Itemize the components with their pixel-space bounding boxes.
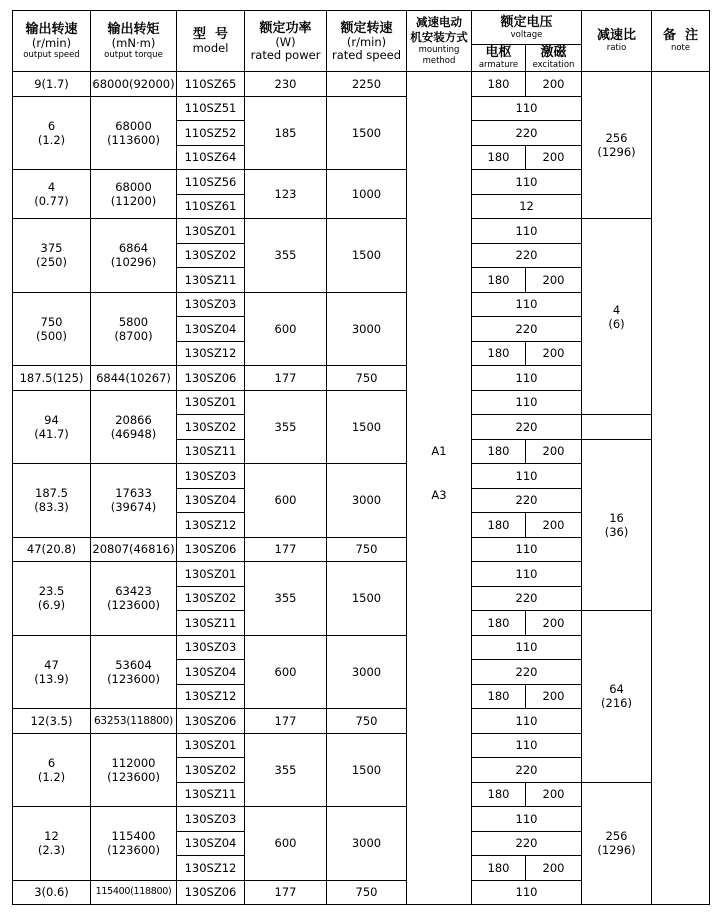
rated-speed-cell: 1500 [327,390,407,464]
mounting-a3: A3 [431,488,447,502]
model-cell: 130SZ04 [177,831,245,856]
output-torque-cell [91,96,177,170]
rated-speed-cell: 2250 [327,72,407,97]
rated-speed-cell: 3000 [327,464,407,538]
output-torque-cell [91,709,177,734]
rated-power-cell: 185 [245,96,327,170]
output-speed-value: 9(1.7) [34,76,69,91]
output-torque-cell [91,170,177,219]
model-cell: 130SZ11 [177,782,245,807]
model-cell: 130SZ12 [177,513,245,538]
output-speed-cell [13,733,91,807]
model-cell: 130SZ01 [177,390,245,415]
model-cell: 110SZ64 [177,145,245,170]
output-torque-value: 68000 [115,118,152,133]
output-speed-cell [13,709,91,734]
voltage-cell: 220 [472,317,582,342]
output-speed-value: 6 [47,755,56,770]
model-cell: 130SZ11 [177,268,245,293]
output-torque-value: (39674) [110,500,157,515]
output-torque-value: (10296) [110,255,157,270]
output-speed-cell [13,292,91,366]
voltage-cell: 110 [472,96,582,121]
output-speed-value: 187.5 [35,486,68,501]
model-cell: 130SZ12 [177,341,245,366]
armature-voltage-cell: 180 [472,341,526,366]
excitation-voltage-cell: 200 [526,341,582,366]
armature-voltage-cell: 180 [472,856,526,881]
output-torque-cell [91,292,177,366]
rated-speed-cell: 750 [327,880,407,905]
rated-power-cell: 600 [245,292,327,366]
voltage-cell: 110 [472,170,582,195]
output-torque-value: 20866 [115,412,152,427]
rated-power-cell: 123 [245,170,327,219]
ratio-value: (36) [604,524,629,539]
header-voltage: 额定电压 voltage [472,11,582,45]
voltage-cell: 220 [472,243,582,268]
header-model: 型 号 model [177,11,245,72]
output-speed-cell [13,72,91,97]
voltage-cell: 110 [472,366,582,391]
header-rated-power: 额定功率 (W) rated power [245,11,327,72]
header-output-speed: 输出转速 (r/min) output speed [13,11,91,72]
ratio-cell [582,439,652,611]
output-speed-cell [13,219,91,293]
spec-table-container [12,10,710,905]
output-torque-value: (123600) [107,671,160,686]
voltage-cell: 110 [472,562,582,587]
output-speed-value: 23.5 [38,584,65,599]
output-speed-value: 94 [44,412,59,427]
table-header [13,11,710,72]
output-speed-value: 750 [40,314,63,329]
excitation-voltage-cell: 200 [526,72,582,97]
output-speed-value: (250) [36,255,67,270]
armature-voltage-cell: 180 [472,145,526,170]
output-speed-cell [13,635,91,709]
armature-voltage-cell: 180 [472,72,526,97]
output-speed-value: (1.2) [37,132,66,147]
output-torque-cell [91,219,177,293]
output-speed-cell [13,880,91,905]
output-torque-cell [91,880,177,905]
output-torque-value: (46948) [110,426,157,441]
spec-table [12,10,710,905]
voltage-cell: 110 [472,635,582,660]
ratio-cell [582,219,652,415]
model-cell: 110SZ61 [177,194,245,219]
rated-speed-cell: 1500 [327,562,407,636]
voltage-cell: 220 [472,758,582,783]
header-rated-speed: 额定转速 (r/min) rated speed [327,11,407,72]
model-cell: 130SZ06 [177,709,245,734]
voltage-cell: 110 [472,292,582,317]
model-cell: 130SZ11 [177,611,245,636]
voltage-cell: 220 [472,586,582,611]
excitation-voltage-cell: 200 [526,782,582,807]
excitation-voltage-cell: 200 [526,611,582,636]
header-excitation: 激磁 excitation [526,45,582,72]
output-torque-value: 20807(46816) [92,542,175,557]
output-speed-cell [13,170,91,219]
armature-voltage-cell: 180 [472,782,526,807]
model-cell: 130SZ06 [177,880,245,905]
excitation-voltage-cell: 200 [526,439,582,464]
model-cell: 130SZ01 [177,733,245,758]
output-speed-value: (1.2) [37,769,66,784]
armature-voltage-cell: 180 [472,513,526,538]
rated-speed-cell: 1500 [327,219,407,293]
rated-power-cell: 600 [245,635,327,709]
output-torque-value: 63253(118800) [93,714,174,727]
table-row [13,72,710,97]
rated-power-cell: 177 [245,880,327,905]
model-cell: 110SZ52 [177,121,245,146]
output-torque-value: 6844(10267) [96,370,171,385]
ratio-cell [582,415,652,440]
ratio-value: 256 [605,131,628,145]
model-cell: 130SZ02 [177,243,245,268]
output-speed-value: (41.7) [34,426,69,441]
output-speed-cell [13,390,91,464]
model-cell: 110SZ51 [177,96,245,121]
table-row [13,219,710,244]
excitation-voltage-cell: 200 [526,268,582,293]
rated-speed-cell: 1500 [327,733,407,807]
rated-speed-cell: 1000 [327,170,407,219]
voltage-cell: 110 [472,537,582,562]
table-body [13,72,710,905]
voltage-cell: 220 [472,121,582,146]
model-cell: 130SZ01 [177,562,245,587]
output-torque-cell [91,635,177,709]
output-speed-cell [13,562,91,636]
rated-power-cell: 355 [245,562,327,636]
header-ratio: 减速比 ratio [582,11,652,72]
voltage-cell: 110 [472,733,582,758]
rated-speed-cell: 3000 [327,635,407,709]
voltage-cell: 110 [472,464,582,489]
output-torque-cell [91,464,177,538]
rated-power-cell: 600 [245,464,327,538]
output-torque-value: 53604 [115,657,152,672]
armature-voltage-cell: 180 [472,439,526,464]
model-cell: 130SZ03 [177,292,245,317]
model-cell: 130SZ02 [177,415,245,440]
output-speed-value: 47(20.8) [26,542,77,557]
armature-voltage-cell: 180 [472,268,526,293]
output-torque-value: (113600) [107,132,160,147]
rated-power-cell: 355 [245,733,327,807]
output-torque-value: 63423 [115,584,152,599]
output-speed-value: 47 [44,657,59,672]
voltage-cell: 110 [472,807,582,832]
output-torque-value: (123600) [107,598,160,613]
output-speed-cell [13,807,91,881]
ratio-value: (1296) [597,145,636,159]
model-cell: 130SZ06 [177,537,245,562]
output-torque-value: 17633 [115,486,152,501]
model-cell: 130SZ12 [177,684,245,709]
model-cell: 130SZ12 [177,856,245,881]
rated-speed-cell: 750 [327,709,407,734]
rated-power-cell: 177 [245,366,327,391]
output-torque-cell [91,733,177,807]
header-note: 备 注 note [652,11,710,72]
rated-speed-cell: 3000 [327,807,407,881]
ratio-value: (216) [601,696,632,711]
output-torque-cell [91,537,177,562]
output-speed-value: 375 [40,241,63,256]
output-torque-value: (123600) [107,769,160,784]
output-torque-value: (123600) [107,843,160,858]
voltage-cell: 110 [472,709,582,734]
model-cell: 130SZ03 [177,464,245,489]
output-speed-cell [13,537,91,562]
ratio-value: (1296) [597,843,636,858]
header-mounting-method: 减速电动 机安装方式 mounting method [407,11,472,72]
output-torque-value: 115400(118800) [95,886,172,898]
excitation-voltage-cell: 200 [526,684,582,709]
mounting-a1: A1 [431,444,447,458]
voltage-cell: 220 [472,488,582,513]
output-speed-value: 187.5(125) [19,370,84,385]
output-torque-value: (8700) [114,328,153,343]
output-speed-cell [13,366,91,391]
model-cell: 130SZ06 [177,366,245,391]
armature-voltage-cell: 180 [472,611,526,636]
output-torque-cell [91,807,177,881]
output-torque-value: 68000 [115,180,152,194]
rated-speed-cell: 750 [327,366,407,391]
output-speed-cell [13,96,91,170]
output-speed-value: (13.9) [34,671,69,686]
model-cell: 130SZ04 [177,660,245,685]
output-torque-value: 112000 [111,755,156,770]
output-speed-value: (500) [36,328,67,343]
header-armature: 电枢 armature [472,45,526,72]
model-cell: 130SZ11 [177,439,245,464]
output-speed-value: (83.3) [34,500,69,515]
ratio-cell [582,611,652,783]
ratio-cell [582,782,652,905]
output-speed-cell [13,464,91,538]
armature-voltage-cell: 180 [472,684,526,709]
rated-speed-cell: 750 [327,537,407,562]
rated-power-cell: 355 [245,390,327,464]
output-speed-value: 6 [47,118,56,133]
ratio-cell [582,72,652,219]
voltage-cell: 220 [472,660,582,685]
output-torque-cell [91,366,177,391]
voltage-cell: 110 [472,219,582,244]
ratio-value: 256 [605,829,628,844]
ratio-value: 16 [609,510,624,525]
voltage-cell: 220 [472,831,582,856]
output-speed-value: 12 [44,829,59,844]
voltage-cell: 220 [472,415,582,440]
rated-power-cell: 230 [245,72,327,97]
model-cell: 130SZ02 [177,586,245,611]
output-torque-value: 5800 [118,314,149,329]
model-cell: 130SZ02 [177,758,245,783]
output-speed-value: 4 [47,180,56,194]
model-cell: 110SZ56 [177,170,245,195]
rated-power-cell: 600 [245,807,327,881]
model-cell: 130SZ04 [177,317,245,342]
output-torque-cell [91,390,177,464]
rated-power-cell: 177 [245,537,327,562]
model-cell: 130SZ01 [177,219,245,244]
excitation-voltage-cell: 200 [526,513,582,538]
voltage-cell: 110 [472,390,582,415]
output-speed-value: (0.77) [34,194,69,208]
output-torque-value: (11200) [110,194,157,208]
output-torque-value: 6864 [118,241,149,256]
ratio-value: 64 [609,682,624,697]
output-torque-value: 68000(92000) [92,76,175,91]
excitation-voltage-cell: 200 [526,145,582,170]
rated-power-cell: 355 [245,219,327,293]
header-output-torque: 输出转矩 (mN·m) output torque [91,11,177,72]
model-cell: 130SZ03 [177,807,245,832]
output-torque-cell [91,72,177,97]
voltage-cell: 12 [472,194,582,219]
model-cell: 130SZ04 [177,488,245,513]
rated-speed-cell: 3000 [327,292,407,366]
voltage-cell: 110 [472,880,582,905]
model-cell: 110SZ65 [177,72,245,97]
output-speed-value: 12(3.5) [30,713,73,728]
mounting-method-cell [407,72,472,905]
output-speed-value: (6.9) [37,598,66,613]
output-torque-value: 115400 [111,829,156,844]
excitation-voltage-cell: 200 [526,856,582,881]
output-speed-value: (2.3) [37,843,66,858]
output-torque-cell [91,562,177,636]
output-speed-value: 3(0.6) [34,885,69,900]
note-cell [652,72,710,905]
ratio-value: (6) [608,316,625,331]
rated-speed-cell: 1500 [327,96,407,170]
model-cell: 130SZ03 [177,635,245,660]
ratio-value: 4 [612,302,621,317]
rated-power-cell: 177 [245,709,327,734]
